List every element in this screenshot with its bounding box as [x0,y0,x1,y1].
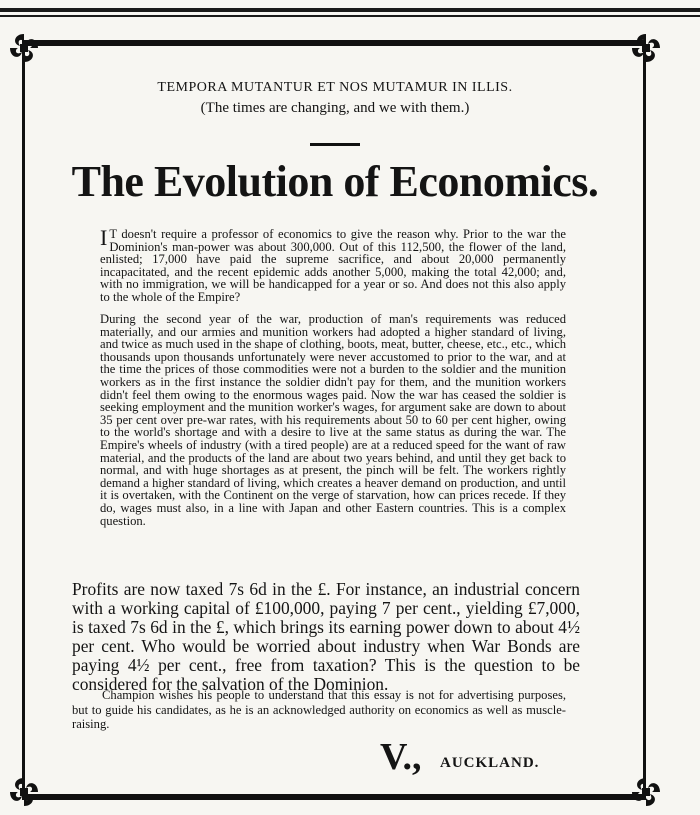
latin-motto: TEMPORA MUTANTUR ET NOS MUTAMUR IN ILLIS. [157,80,513,95]
paragraph-manpower: IT doesn't require a professor of economics to give the reason why. Prior to the war the Dominion's man-power was about 300,000. Out of this 112,500, the flower of the land, enlisted; 17,000 have paid the supreme sacrifice, and about 20,000 permanently incapacitated, and the recent epidemic adds another 5,000, making the total 42,000; and, with no immigration, we will be handicapped for a year or so. And does not this also apply to the whole of the Empire? [100,225,566,304]
closing-note: Champion wishes his people to understand that this essay is not for advertising purposes, but to guide his candidates, as he is an acknowledged authority on economics as well as muscle-raising. [72,688,566,731]
ornament-corner-icon [6,774,42,810]
top-rule-thin [0,15,700,17]
ornament-corner-icon [628,30,664,66]
ornament-corner-icon [6,30,42,66]
title-divider [310,143,360,146]
ornament-corner-icon [628,774,664,810]
article-title: The Evolution of Economics. [71,157,599,206]
paragraph-production: During the second year of the war, production of man's requirements was reduced materially, and our armies and munition workers had adopted a higher standard of living, and twice as much used in the shape of clothing, boots, meat, butter, cheese, etc., etc., which thousands upon thousands unfortunately were never accustomed to prior to the war, and at the time the prices of those commodities were not a burden to the soldier and the munition workers as in the first instance the soldier didn't pay for them, and the munition workers didn't feel them owing to the enormous wages paid. Now the war has ceased the soldier is seeking employment and the munition worker's wages, for argument sake are down to about 35 per cent over pre-war rates, with his requirements about 50 to 60 per cent higher, owing to the world's shortage and with a desire to live at the same status as during the war. The Empire's wheels of industry (with a tired people) are at a reduced speed for the want of raw material, and the products of the land are about two years behind, and until they get back to normal, and with huge shortages as at present, the pinch will be felt. The workers rightly demand a higher standard of living, which creates a heaver demand on production, and until it is overtaken, with the Continent on the verge of starvation, how can prices recede. If they do, wages must also, in a line with Japan and other Eastern countries. This is a complex question. [100,312,566,528]
motto-translation: (The times are changing, and we with them.) [200,100,470,116]
paragraph-profits: Profits are now taxed 7s 6d in the £. For instance, an industrial concern with a working capital of £100,000, paying 7 per cent., yielding £7,000, is taxed 7s 6d in the £, which brings its earning power down to about 4½ per cent. Who would be worried about industry when War Bonds are paying 4½ per cent., free from taxation? This is the question to be considered for the salvation of the Dominion. [72,579,580,694]
signature-initial: V., [380,736,422,778]
signature-place: AUCKLAND. [440,755,540,771]
top-rule-thick [0,8,700,12]
